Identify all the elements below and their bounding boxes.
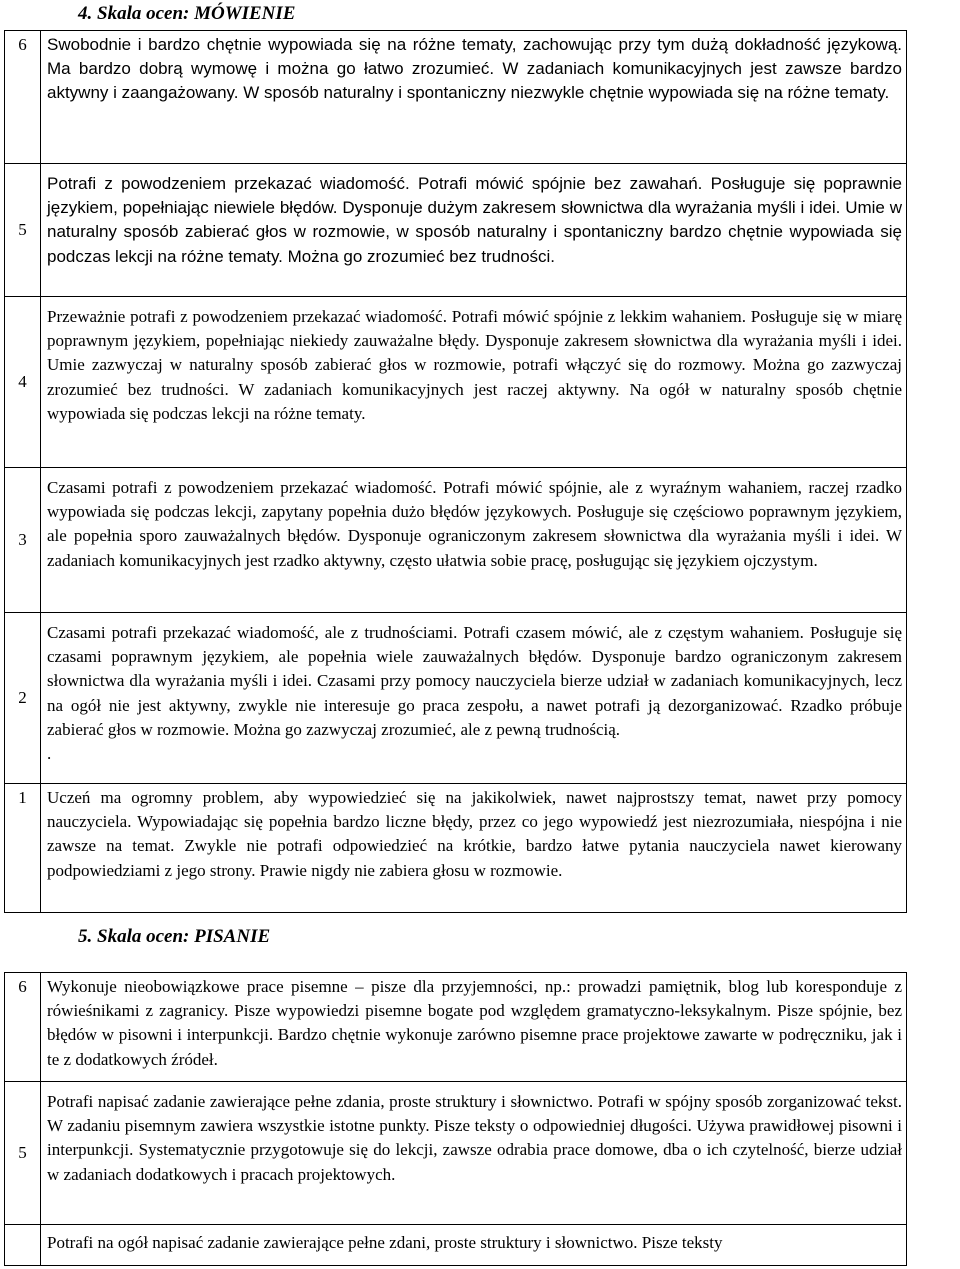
description-cell: Potrafi na ogół napisać zadanie zawierające pełne zdani, proste struktury i słownictwo. Pisze teksty (41, 1225, 907, 1266)
table-row (5, 613, 907, 784)
description-cell: Przeważnie potrafi z powodzeniem przekazać wiadomość. Potrafi mówić spójnie z lekkim wahaniem. Posługuje się w miarę poprawnym językiem, popełniając niekiedy zauważalne błędy. Dysponuje zakresem słownictwa dla wyrażania myśli i idei. Umie zazwyczaj w naturalny sposób zabierać głos w rozmowie, potrafi włączyć się do rozmowy. Można go zazwyczaj zrozumieć bez trudności. W zadaniach komunikacyjnych jest raczej aktywny. Na ogół w naturalny sposób chętnie wypowiada się podczas lekcji na różne tematy. (41, 297, 907, 468)
table-row (5, 31, 907, 164)
table-row (5, 973, 907, 1082)
description-cell: Wykonuje nieobowiązkowe prace pisemne – pisze dla przyjemności, np.: prowadzi pamiętnik, blog lub koresponduje z rówieśnikami z zagranicy. Pisze wypowiedzi pisemne bogate pod względem gramatyczno-leksykalnym. Pisze spójnie, bez błędów w pisowni i interpunkcji. Bardzo chętnie wykonuje zarówno pisemne prace projektowe zawarte w podręczniku, jak i te z dodatkowych źródeł. (41, 973, 907, 1082)
grade-cell: 4 (5, 297, 41, 468)
grade-cell: 3 (5, 468, 41, 613)
grade-cell: 5 (5, 1082, 41, 1225)
description-text: Czasami potrafi przekazać wiadomość, ale z trudnościami. Potrafi czasem mówić, ale z częstym wahaniem. Posługuje się czasami poprawnym językiem, ale popełnia wiele zauważalnych błędów. Dysponuje bardzo ograniczonym zakresem słownictwa dla wyrażania myśli i idei. Czasami przy pomocy nauczyciela bierze udział w zadaniach komunikacyjnych, lecz na ogół nie jest aktywny, zwykle nie interesuje go praca zespołu, a nawet potrafi ją dezorganizować. Rzadko próbuje zabierać głos w rozmowie. Można go zazwyczaj zrozumieć, ale z pewną trudnością. (47, 623, 902, 739)
description-cell: Czasami potrafi z powodzeniem przekazać wiadomość. Potrafi mówić spójnie, ale z wyraźnym wahaniem, raczej rzadko wypowiada się podczas lekcji, zapytany popełnia dużo błędów językowych. Posługuje się częściowo poprawnym językiem, ale popełnia sporo zauważalnych błędów. Dysponuje ograniczonym zakresem słownictwa dla wyrażania myśli i idei. W zadaniach komunikacyjnych jest rzadko aktywny, często ułatwia sobie pracę, posługując się językiem ojczystym. (41, 468, 907, 613)
description-cell: Uczeń ma ogromny problem, aby wypowiedzieć się na jakikolwiek, nawet najprostszy temat, nawet przy pomocy nauczyciela. Wypowiadając się popełnia bardzo liczne błędy, przez co jego wypowiedź jest niezrozumiała, niespójna i nie zawsze na temat. Zwykle nie potrafi odpowiedzieć na krótkie, bardzo łatwe pytania nauczyciela nawet kierowany podpowiedziami z jego strony. Prawie nigdy nie zabiera głosu w rozmowie. (41, 784, 907, 913)
grade-cell (5, 1225, 41, 1266)
grade-cell: 5 (5, 164, 41, 297)
grade-cell: 6 (5, 973, 41, 1082)
section-title-mowienie: 4. Skala ocen: MÓWIENIE (78, 3, 296, 24)
table-row (5, 468, 907, 613)
grade-cell: 2 (5, 613, 41, 784)
table-row (5, 164, 907, 297)
grade-cell: 1 (5, 784, 41, 913)
grade-cell: 6 (5, 31, 41, 164)
section-title-pisanie: 5. Skala ocen: PISANIE (78, 926, 271, 947)
description-cell: Swobodnie i bardzo chętnie wypowiada się na różne tematy, zachowując przy tym dużą dokładność językową. Ma bardzo dobrą wymowę i można go łatwo zrozumieć. W zadaniach komunikacyjnych jest zawsze bardzo aktywny i zaangażowany. W sposób naturalny i spontaniczny niezwykle chętnie wypowiada się na różne tematy. (41, 31, 907, 164)
grading-table-mowienie (4, 30, 907, 913)
description-cell: Potrafi z powodzeniem przekazać wiadomość. Potrafi mówić spójnie bez zawahań. Posługuje się poprawnie językiem, popełniając niewiele błędów. Dysponuje dużym zakresem słownictwa dla wyrażania myśli i idei. Umie w naturalny sposób zabierać głos w rozmowie, w sposób naturalny i spontaniczny bardzo chętnie wypowiada się podczas lekcji na różne tematy. Można go zrozumieć bez trudności. (41, 164, 907, 297)
stray-dot: . (47, 744, 52, 764)
table-row (5, 784, 907, 913)
grading-table-pisanie (4, 972, 907, 1266)
table-row (5, 1225, 907, 1266)
description-cell: Potrafi napisać zadanie zawierające pełne zdania, proste struktury i słownictwo. Potrafi w spójny sposób zorganizować tekst. W zadaniu pisemnym zawiera wszystkie istotne punkty. Pisze teksty o odpowiedniej długości. Używa prawidłowej pisowni i interpunkcji. Systematycznie przygotowuje się do lekcji, zawsze odrabia prace domowe, dba o ich czytelność, bierze udział w zadaniach dodatkowych i pracach projektowych. (41, 1082, 907, 1225)
table-row (5, 297, 907, 468)
description-cell (41, 613, 907, 784)
table-row (5, 1082, 907, 1225)
